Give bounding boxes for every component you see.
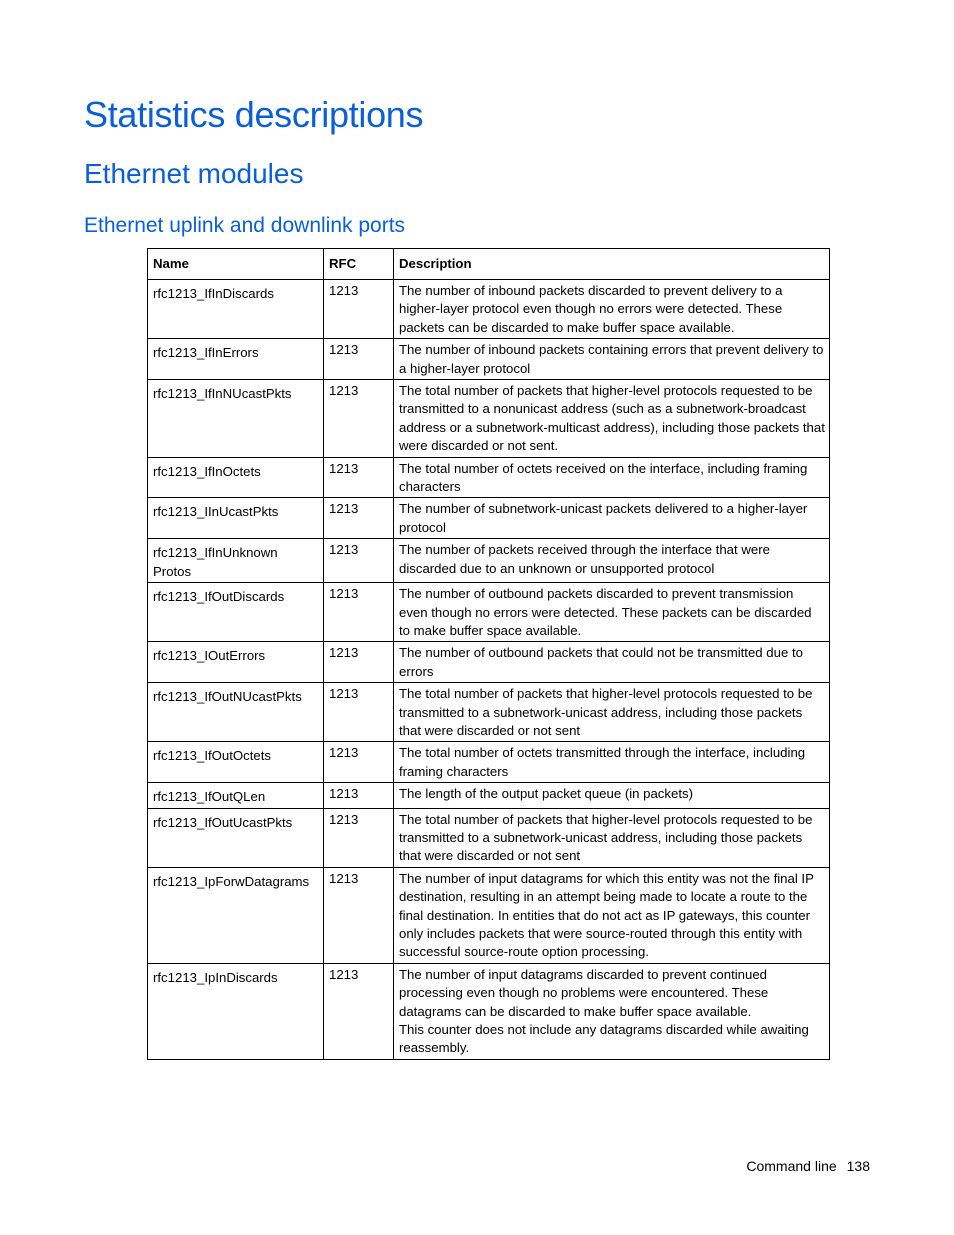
table-row bbox=[148, 783, 830, 808]
rfc-cell: 1213 bbox=[324, 783, 394, 808]
description-text: The number of packets received through the interface that were discarded due to an unknown or unsupported protocol bbox=[399, 542, 770, 576]
description-text: The number of inbound packets containing errors that prevent delivery to a higher-layer protocol bbox=[399, 342, 824, 376]
stat-name-cell: rfc1213_IfInDiscards bbox=[148, 280, 324, 339]
rfc-cell: 1213 bbox=[324, 498, 394, 539]
description-text: The total number of packets that higher-level protocols requested to be transmitted to a nonunicast address (such as a subnetwork-broadcast address or a subnetwork-multicast address), including those packets that were discarded or not sent. bbox=[399, 383, 825, 454]
description-text: The total number of packets that higher-level protocols requested to be transmitted to a subnetwork-unicast address, including those packets that were discarded or not sent bbox=[399, 686, 813, 738]
section-heading: Ethernet modules bbox=[84, 158, 304, 189]
rfc-cell: 1213 bbox=[324, 539, 394, 583]
stat-name-cell: rfc1213_IpForwDatagrams bbox=[148, 867, 324, 963]
description-text: The number of outbound packets that could not be transmitted due to errors bbox=[399, 645, 803, 679]
rfc-cell: 1213 bbox=[324, 808, 394, 867]
subsection-heading: Ethernet uplink and downlink ports bbox=[84, 214, 406, 237]
rfc-cell: 1213 bbox=[324, 380, 394, 458]
table-row bbox=[148, 339, 830, 380]
rfc-cell: 1213 bbox=[324, 280, 394, 339]
description-cell bbox=[394, 539, 830, 583]
rfc-cell: 1213 bbox=[324, 642, 394, 683]
description-text: The number of subnetwork-unicast packets delivered to a higher-layer protocol bbox=[399, 501, 808, 535]
stat-name-cell: rfc1213_IpInDiscards bbox=[148, 963, 324, 1059]
rfc-cell: 1213 bbox=[324, 457, 394, 498]
description-text: The total number of octets received on the interface, including framing characters bbox=[399, 460, 808, 495]
description-text: The number of input datagrams for which this entity was not the final IP destination, resulting in an attempt being made to locate a route to the final destination. In entities that do not act as IP gateways, this counter only includes packets that were source-routed through this entity with successful source-route option processing. bbox=[399, 870, 814, 960]
column-header-description: Description bbox=[394, 249, 830, 280]
description-text: The number of input datagrams discarded to prevent continued processing even though no problems were encountered. These datagrams can be discarded to make buffer space available. bbox=[399, 966, 769, 1019]
description-cell bbox=[394, 498, 830, 539]
description-cell bbox=[394, 867, 830, 963]
rfc-cell: 1213 bbox=[324, 583, 394, 642]
stat-name-cell: rfc1213_IfOutNUcastPkts bbox=[148, 683, 324, 742]
description-cell bbox=[394, 742, 830, 783]
table-body bbox=[148, 280, 830, 1060]
description-cell bbox=[394, 457, 830, 498]
column-header-rfc: RFC bbox=[324, 249, 394, 280]
stat-name-cell: rfc1213_IOutErrors bbox=[148, 642, 324, 683]
page-title: Statistics descriptions bbox=[84, 94, 424, 135]
table-row bbox=[148, 583, 830, 642]
stat-name-cell: rfc1213_IfInErrors bbox=[148, 339, 324, 380]
table-row bbox=[148, 498, 830, 539]
description-text: This counter does not include any datagrams discarded while awaiting reassembly. bbox=[399, 1022, 809, 1056]
description-cell bbox=[394, 380, 830, 458]
description-cell bbox=[394, 583, 830, 642]
description-text: The total number of packets that higher-level protocols requested to be transmitted to a subnetwork-unicast address, including those packets that were discarded or not sent bbox=[399, 811, 813, 864]
description-cell bbox=[394, 783, 830, 808]
stat-name-cell: rfc1213_IfOutDiscards bbox=[148, 583, 324, 642]
table-row bbox=[148, 867, 830, 963]
page-footer bbox=[746, 1158, 870, 1174]
rfc-cell: 1213 bbox=[324, 339, 394, 380]
table-row bbox=[148, 380, 830, 458]
table-row bbox=[148, 539, 830, 583]
stat-name-cell: rfc1213_IfInOctets bbox=[148, 457, 324, 498]
table-row bbox=[148, 457, 830, 498]
description-text: The length of the output packet queue (in packets) bbox=[399, 786, 693, 802]
description-cell bbox=[394, 808, 830, 867]
stat-name-cell: rfc1213_IfOutQLen bbox=[148, 783, 324, 808]
table-row bbox=[148, 642, 830, 683]
table-header-row bbox=[148, 249, 830, 280]
description-text: The number of inbound packets discarded to prevent delivery to a higher-layer protocol even though no errors were detected. These packets can be discarded to make buffer space available. bbox=[399, 283, 783, 335]
table-row bbox=[148, 280, 830, 339]
table-row bbox=[148, 742, 830, 783]
stat-name-cell: rfc1213_IInUcastPkts bbox=[148, 498, 324, 539]
table-row bbox=[148, 683, 830, 742]
rfc-cell: 1213 bbox=[324, 867, 394, 963]
column-header-name: Name bbox=[148, 249, 324, 280]
rfc-cell: 1213 bbox=[324, 683, 394, 742]
stat-name-cell: rfc1213_IfOutOctets bbox=[148, 742, 324, 783]
stat-name-cell: rfc1213_IfOutUcastPkts bbox=[148, 808, 324, 867]
page-number: 138 bbox=[846, 1158, 870, 1174]
table-row bbox=[148, 808, 830, 867]
description-cell bbox=[394, 339, 830, 380]
description-text: The number of outbound packets discarded to prevent transmission even though no errors were detected. These packets can be discarded to make buffer space available. bbox=[399, 586, 812, 638]
stat-name-cell: rfc1213_IfInUnknown Protos bbox=[148, 539, 324, 583]
rfc-cell: 1213 bbox=[324, 963, 394, 1059]
description-cell bbox=[394, 642, 830, 683]
footer-section-label: Command line bbox=[746, 1158, 837, 1174]
statistics-table bbox=[147, 248, 830, 1060]
description-cell bbox=[394, 683, 830, 742]
description-cell bbox=[394, 963, 830, 1059]
stat-name-cell: rfc1213_IfInNUcastPkts bbox=[148, 380, 324, 458]
table-row bbox=[148, 963, 830, 1059]
rfc-cell: 1213 bbox=[324, 742, 394, 783]
description-text: The total number of octets transmitted through the interface, including framing characters bbox=[399, 745, 806, 779]
description-cell bbox=[394, 280, 830, 339]
